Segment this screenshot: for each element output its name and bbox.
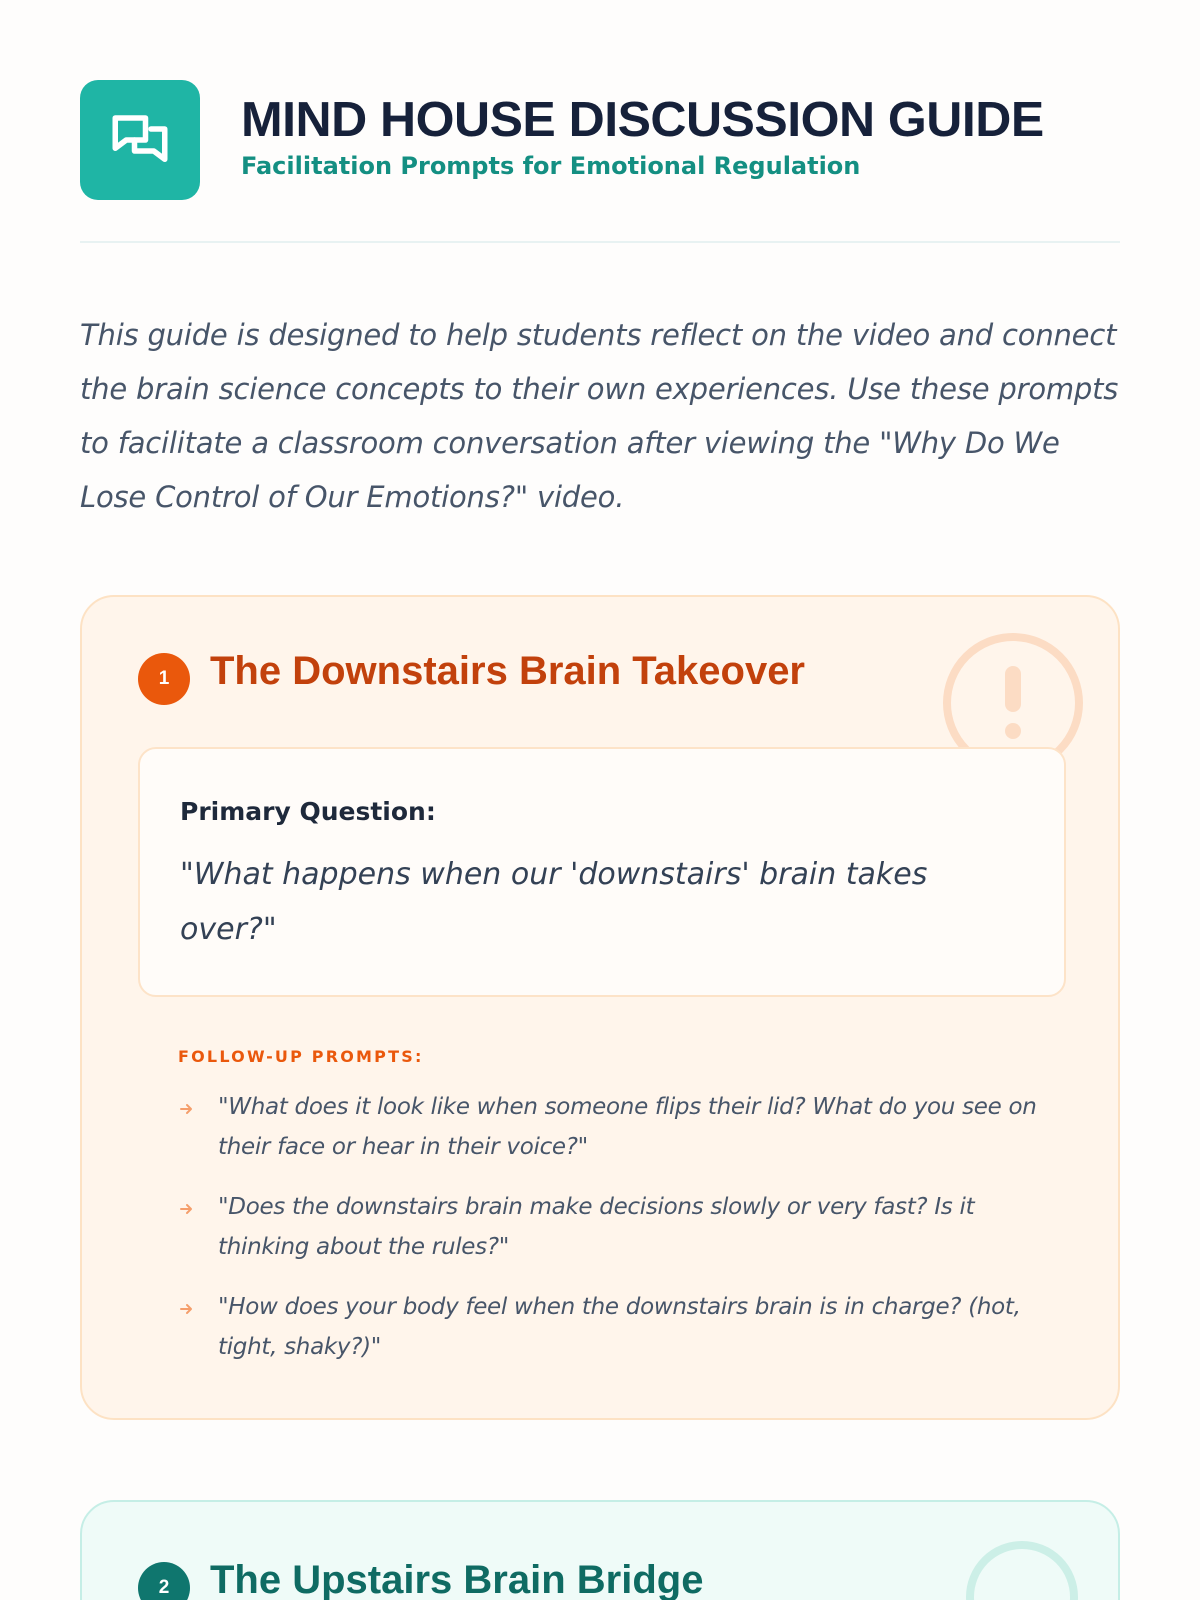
section-card-downstairs-brain [80,595,1120,1420]
followup-text: "How does your body feel when the downstairs brain is in charge? (hot, tight, shaky?)" [218,1294,1021,1360]
followup-text: "Does the downstairs brain make decisions slowly or very fast? Is it thinking about the rules?" [218,1194,975,1260]
primary-question-label: Primary Question: [180,797,436,826]
followup-list [178,1087,1058,1387]
logo-tile [80,80,200,200]
followup-text: "What does it look like when someone flips their lid? What do you see on their face or hear in their voice?" [218,1094,1037,1160]
section-title: The Upstairs Brain Bridge [210,1558,704,1600]
followup-item [178,1187,1058,1267]
section-number-badge: 1 [138,653,190,705]
intro-paragraph: This guide is designed to help students reflect on the video and connect the brain science concepts to their own experiences. Use these prompts to facilitate a classroom conversation after viewing the "Why Do We Lose Control of Our Emotions?" video. [80,318,1119,514]
followup-item [178,1087,1058,1167]
section-title: The Downstairs Brain Takeover [210,649,805,693]
section-number-badge: 2 [138,1562,190,1600]
page-title: MIND HOUSE DISCUSSION GUIDE [241,93,1044,147]
arrow-right-icon [178,1301,194,1317]
circle-icon [962,1537,1082,1600]
primary-question-box [138,747,1066,997]
header-divider [80,241,1120,243]
arrow-right-icon [178,1101,194,1117]
chat-bubbles-icon [107,107,173,173]
section-card-upstairs-brain [80,1500,1120,1600]
header [80,80,1120,240]
followup-item [178,1287,1058,1367]
followup-label: FOLLOW-UP PROMPTS: [178,1047,424,1066]
arrow-right-icon [178,1201,194,1217]
primary-question-text: "What happens when our 'downstairs' brain takes over?" [180,857,928,947]
page-subtitle: Facilitation Prompts for Emotional Regulation [241,152,861,180]
